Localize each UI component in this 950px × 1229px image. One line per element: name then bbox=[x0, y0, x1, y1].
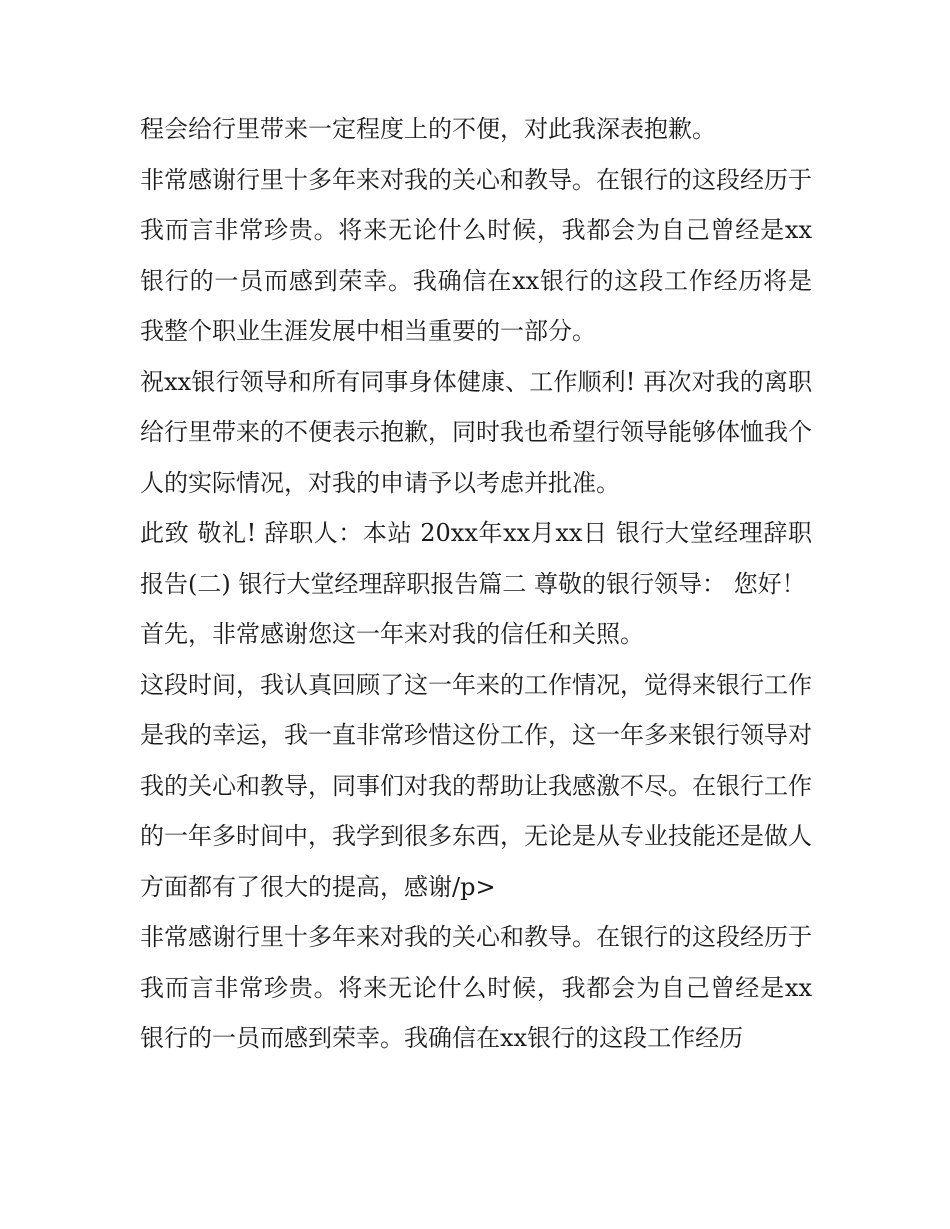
paragraph-2: 非常感谢行里十多年来对我的关心和教导。在银行的这段经历于我而言非常珍贵。将来无论什么时候，我都会为自己曾经是xx银行的一员而感到荣幸。我确信在xx银行的这段工作经历将是我整个职业生涯发展中相当重要的一部分。 bbox=[140, 165, 812, 345]
document-body bbox=[140, 104, 812, 1064]
paragraph-5: 首先，非常感谢您这一年来对我的信任和关照。 bbox=[140, 620, 644, 648]
paragraph-6: 这段时间，我认真回顾了这一年来的工作情况，觉得来银行工作是我的幸运，我一直非常珍惜这份工作，这一年多来银行领导对我的关心和教导，同事们对我的帮助让我感激不尽。在银行工作的一年多时间中，我学到很多东西，无论是从专业技能还是做人方面都有了很大的提高，感谢/p> bbox=[140, 670, 812, 901]
paragraph-4: 此致 敬礼! 辞职人：本站 20xx年xx月xx日 银行大堂经理辞职报告(二) 银行大堂经理辞职报告篇二 尊敬的银行领导： 您好！ bbox=[140, 519, 812, 598]
paragraph-1: 程会给行里带来一定程度上的不便，对此我深表抱歉。 bbox=[140, 115, 716, 143]
paragraph-3: 祝xx银行领导和所有同事身体健康、工作顺利! 再次对我的离职给行里带来的不便表示抱歉，同时我也希望行领导能够体恤我个人的实际情况，对我的申请予以考虑并批准。 bbox=[140, 367, 812, 497]
paragraph-7: 非常感谢行里十多年来对我的关心和教导。在银行的这段经历于我而言非常珍贵。将来无论什么时候，我都会为自己曾经是xx银行的一员而感到荣幸。我确信在xx银行的这段工作经历 bbox=[140, 923, 812, 1052]
